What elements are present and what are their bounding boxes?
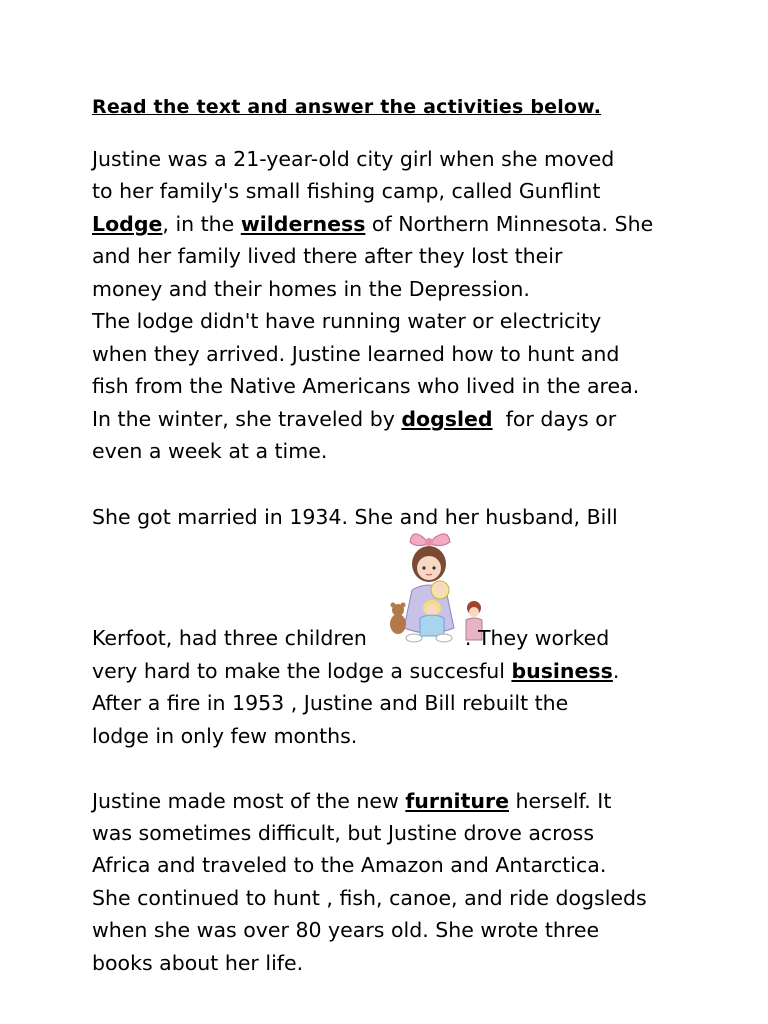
text-line: when they arrived. Justine learned how to hunt and [92,342,620,366]
text-line: fish from the Native Americans who lived in the area. [92,374,640,398]
text-line: and her family lived there after they lost their [92,244,563,268]
text-line: Justine made most of the new furniture herself. It [92,789,612,813]
instructions-heading: Read the text and answer the activities below. [92,96,602,118]
text-line: even a week at a time. [92,439,328,463]
vocab-word-business: business [511,659,613,683]
text-line: Kerfoot, had three children . They worked [92,626,610,650]
text-line: books about her life. [92,951,304,975]
vocab-word-dogsled: dogsled [401,407,493,431]
text-line: Lodge, in the wilderness of Northern Minnesota. She [92,212,654,236]
text-line: Africa and traveled to the Amazon and Antarctica. [92,853,607,877]
text-line: Justine was a 21-year-old city girl when she moved [92,147,615,171]
text-line: money and their homes in the Depression. [92,277,530,301]
text-line: when she was over 80 years old. She wrote three [92,918,600,942]
vocab-word-furniture: furniture [405,789,509,813]
text-line: lodge in only few months. [92,724,358,748]
text-line: was sometimes difficult, but Justine drove across [92,821,595,845]
vocab-word-lodge: Lodge [92,212,163,236]
text-line: After a fire in 1953 , Justine and Bill rebuilt the [92,691,569,715]
text-line: She got married in 1934. She and her husband, Bill [92,505,618,529]
text-line: very hard to make the lodge a succesful business. [92,659,620,683]
text-line: The lodge didn't have running water or electricity [92,309,602,333]
text-line: In the winter, she traveled by dogsled for days or [92,407,617,431]
vocab-word-wilderness: wilderness [240,212,366,236]
text-line: She continued to hunt , fish, canoe, and ride dogsleds [92,886,647,910]
text-line: to her family's small fishing camp, called Gunflint [92,179,601,203]
